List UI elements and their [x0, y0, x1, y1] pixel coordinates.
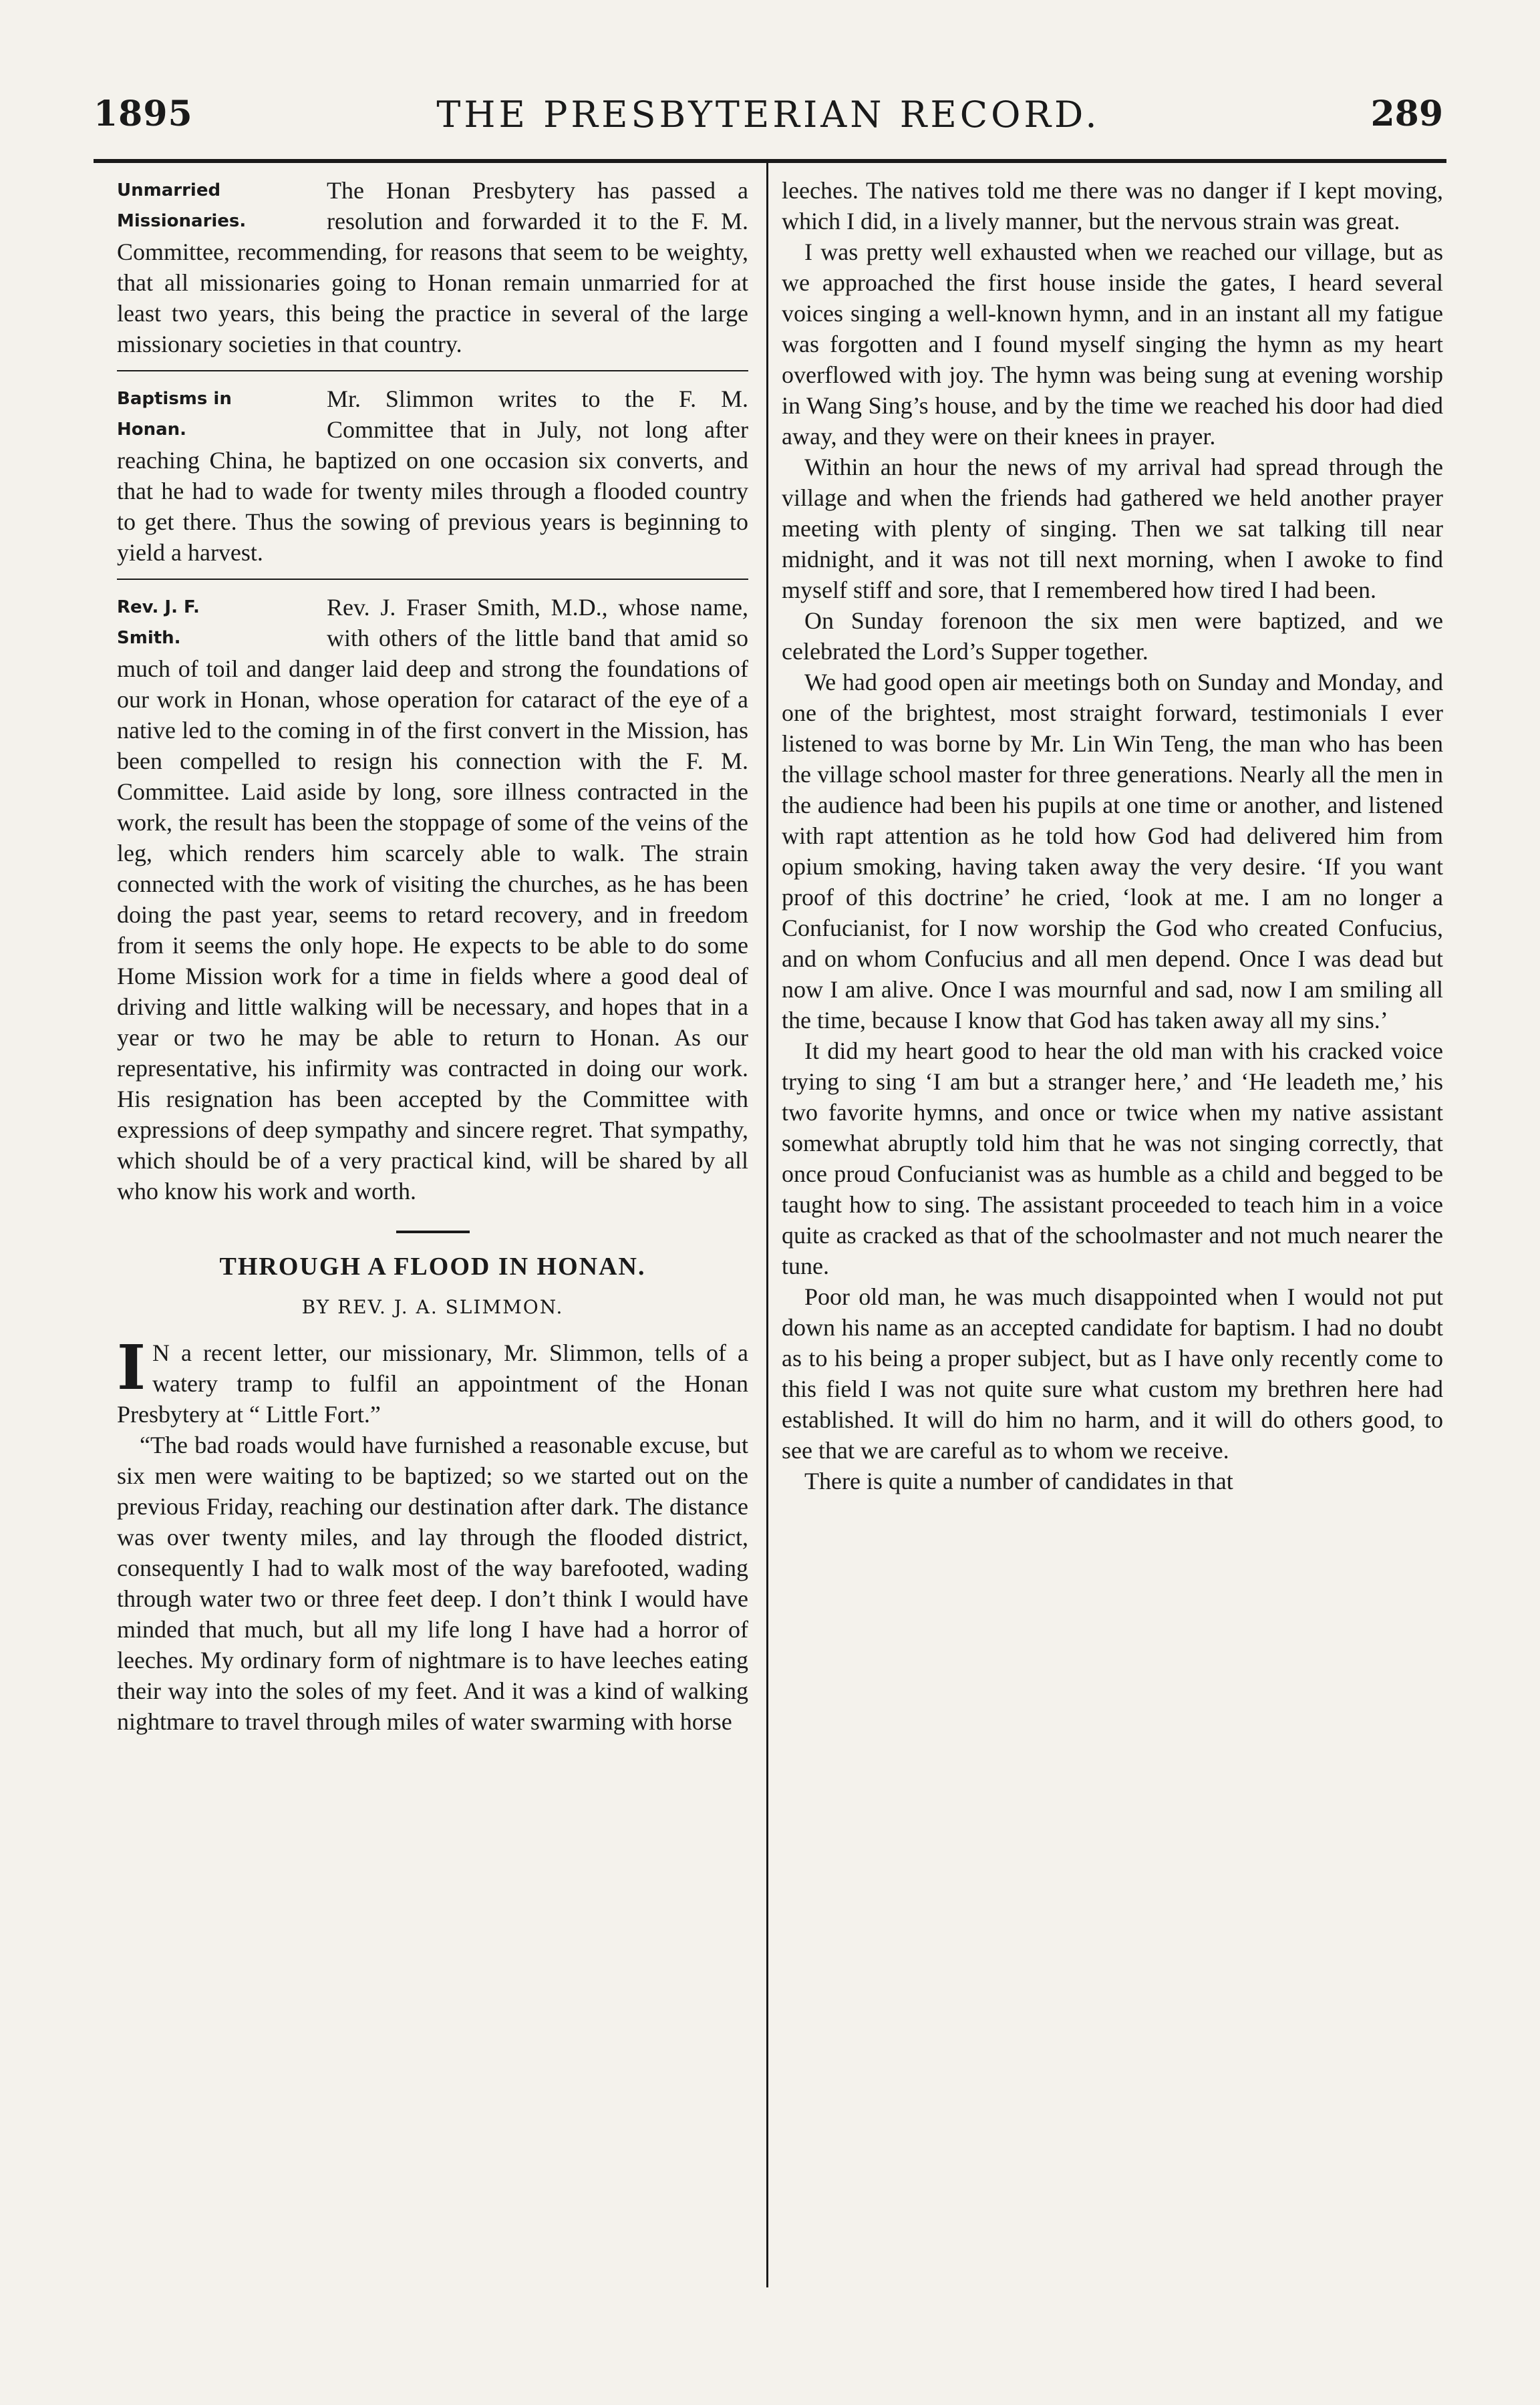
article-intro	[117, 1331, 748, 1430]
side-head-line: Honan.	[117, 420, 187, 440]
note-text: Rev. J. Fraser Smith, M.D., whose name, with others of the little band that amid so much of toil and danger laid deep and strong the foundations of our work in Honan, whose operation for cataract of the eye of a native led to the coming in of the first convert in the Mission, has been compelled to resign his connection with the F. M. Committee. Laid aside by long, sore illness contracted in the work, the result has been the stoppage of some of the veins of the leg, which renders him scarcely able to walk. The strain connected with the work of visiting the churches, as he has been doing the past year, seems to retard recovery, and in freedom from it seems the only hope. He expects to be able to do some Home Mission work for a time in fields where a good deal of driving and little walking will be necessary, and hopes that in a year or two he may be able to return to Honan. As our representative, his infirmity was contracted in doing our work. His resignation has been accepted by the Committee with expressions of deep sympathy and sincere regret. That sympathy, which should be of a very practical kind, will be shared by all who know his work and worth.	[117, 594, 748, 1205]
article-paragraph: There is quite a number of candidates in that	[804, 1468, 1233, 1494]
header-page-number: 289	[1370, 94, 1443, 134]
article-paragraph: On Sunday forenoon the six men were baptized, and we celebrated the Lord’s Supper together.	[782, 607, 1443, 665]
article-paragraph: leeches. The natives told me there was no danger if I kept moving, which I did, in a lively manner, but the nervous strain was great.	[782, 177, 1443, 234]
article-paragraph: Poor old man, he was much disappointed when I would not put down his name as an accepted candidate for baptism. I had no doubt as to his being a proper subject, but as I have only recently come to this field I was not quite sure what custom my brethren here had established. It will do him no harm, and it will do others good, to see that we are careful as to whom we receive.	[782, 1283, 1443, 1464]
note-divider	[117, 370, 748, 371]
header-rule	[94, 159, 1446, 163]
column-divider	[766, 163, 768, 2287]
note-baptisms-in-honan	[117, 383, 748, 568]
header-title: THE PRESBYTERIAN RECORD.	[436, 94, 1100, 136]
article-paragraph: We had good open air meetings both on Sunday and Monday, and one of the brightest, most straight forward, testimonials I ever listened to was borne by Mr. Lin Win Teng, the man who has been the village school master for three generations. Nearly all the men in the audience had been his pupils at one time or another, and listened with rapt attention as he told how God had delivered him from opium smoking, having taken away the very desire. ‘If you want proof of this doctrine’ he cried, ‘look at me. I am no longer a Confucianist, for I now worship the God who created Confucius, and on whom Confucius and all men depend. Once I was dead but now I am alive. Once I was mournful and sad, now I am smiling all the time, because I know that God has taken away all my sins.’	[782, 669, 1443, 1033]
intro-text: N a recent letter, our missionary, Mr. Slimmon, tells of a watery tramp to fulfil an appointment of the Honan Presbytery at “ Little Fort.”	[117, 1339, 748, 1428]
article-paragraph: “The bad roads would have furnished a reasonable excuse, but six men were waiting to be baptized; so we started out on the previous Friday, reaching our destination after dark. The distance was over twenty miles, and lay through the flooded district, consequently I had to walk most of the way barefooted, wading through water two or three feet deep. I don’t think I would have minded that much, but all my life long I have had a horror of leeches. My ordinary form of nightmare is to have leeches eating their way into the soles of my feet. And it was a kind of walking nightmare to travel through miles of water swarming with horse	[117, 1432, 748, 1735]
side-head-line: Rev. J. F.	[117, 597, 200, 617]
note-text: Mr. Slimmon writes to the F. M. Committee that in July, not long after reaching China, he baptized on one occasion six converts, and that he had to wade for twenty miles through a flooded country to get there. Thus the sowing of previous years is beginning to yield a harvest.	[117, 385, 748, 566]
side-head	[117, 592, 317, 653]
side-head	[117, 175, 317, 236]
side-head	[117, 383, 317, 445]
side-head-line: Baptisms in	[117, 389, 232, 409]
note-text: The Honan Presbytery has passed a resolution and forwarded it to the F. M. Committee, recommending, for reasons that seem to be weighty, that all missionaries going to Honan remain unmarried for at least two years, this being the practice in several of the large missionary societies in that country.	[117, 177, 748, 357]
right-column	[782, 175, 1443, 2313]
section-rule	[396, 1231, 470, 1233]
running-head	[94, 94, 1443, 147]
note-rev-j-f-smith	[117, 592, 748, 1207]
article-paragraph: I was pretty well exhausted when we reached our village, but as we approached the first house inside the gates, I heard several voices singing a well-known hymn, and in an instant all my fatigue was forgotten and I found myself singing the hymn as my heart overflowed with joy. The hymn was being sung at evening worship in Wang Sing’s house, and by the time we reached his door had died away, and they were on their knees in prayer.	[782, 238, 1443, 450]
note-divider	[117, 579, 748, 580]
article-paragraph: Within an hour the news of my arrival had spread through the village and when the friends had gathered we held another prayer meeting with plenty of singing. Then we sat talking till near midnight, and it was not till next morning, when I awoke to find myself stiff and sore, that I remembered how tired I had been.	[782, 454, 1443, 603]
article-paragraph: It did my heart good to hear the old man with his cracked voice trying to sing ‘I am but a stranger here,’ and ‘He leadeth me,’ his two favorite hymns, and once or twice when my native assistant somewhat abruptly told him that he was not singing correctly, that once proud Confucianist was as humble as a child and begged to be taught how to sing. The assistant proceeded to teach him in a voice quite as cracked as that of the schoolmaster and not much nearer the tune.	[782, 1037, 1443, 1279]
drop-cap: I	[117, 1331, 146, 1404]
header-year: 1895	[94, 94, 193, 134]
note-unmarried-missionaries	[117, 175, 748, 359]
left-column	[117, 175, 748, 2313]
side-head-line: Unmarried	[117, 180, 221, 200]
side-head-line: Missionaries.	[117, 211, 247, 231]
side-head-line: Smith.	[117, 628, 181, 648]
article-title: THROUGH A FLOOD IN HONAN.	[219, 1253, 646, 1281]
article-byline: BY REV. J. A. SLIMMON.	[301, 1296, 564, 1318]
